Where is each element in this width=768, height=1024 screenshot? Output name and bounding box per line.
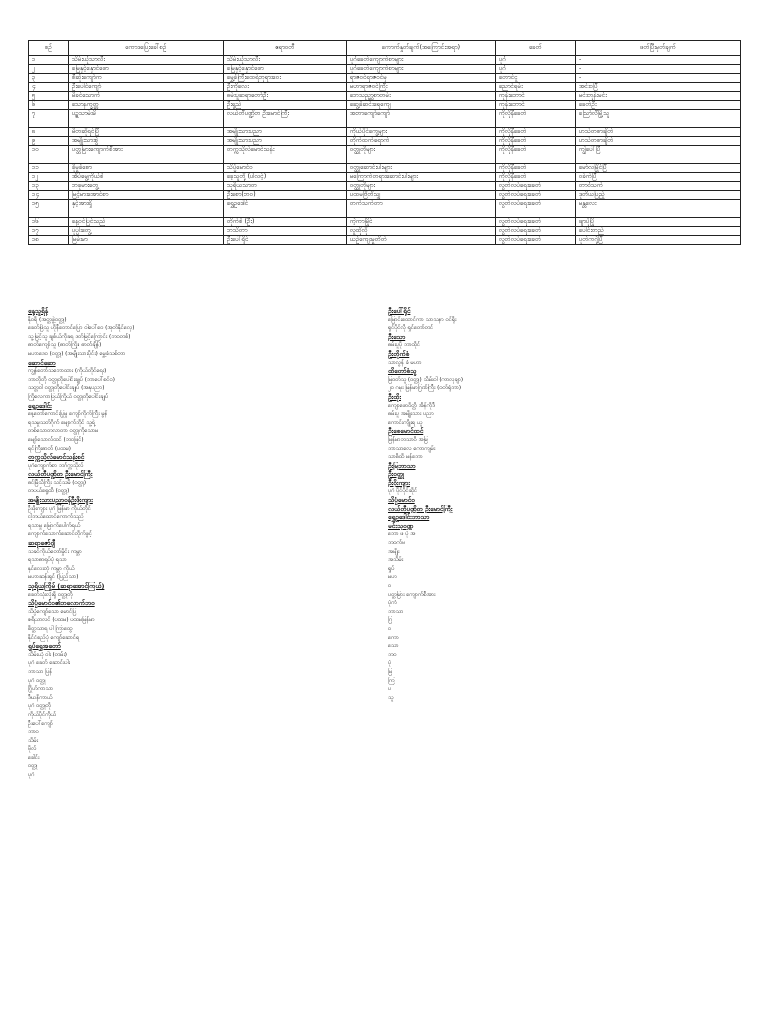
table-cell: ကိုယ်ပိုင်ကွေ့များ (347, 128, 496, 137)
table-cell: ၁ (29, 56, 69, 65)
table-cell: ဦးပေါင်ကျော် (69, 83, 224, 92)
text-line: ဇရိယာလင် (ပထမ) ပထမမြန်မာ (28, 617, 95, 624)
text-line: နေ့တော်ကောင်းပြုမှု ကျော်ကိုက်ကြီး မွန် (28, 411, 108, 418)
table-cell: ကိုလိုနီခေတ် (496, 110, 576, 128)
table-row (29, 56, 741, 65)
text-line: ကော (388, 634, 399, 641)
text-line: ဝတ္ထု (28, 763, 38, 770)
text-line: ကျောဖောဝိတ္ထိ အိန်ကိုဒီ (388, 402, 436, 409)
table-cell: ၉ (29, 137, 69, 146)
text-line: သာလွန် ခံ မဟာ (388, 359, 422, 366)
table-cell: ကဲ့ကာမြိုင် (347, 218, 496, 227)
text-line: ကြိုလေကာပြယ်ကြိုယ် ဝတ္ထုတိုပေါင်းချုပ် (28, 393, 109, 400)
table-row (29, 101, 741, 110)
table-cell: နေ့ဝင်ပြင်သည် (69, 218, 224, 227)
table-cell: မြင့်မားအောင်စာ (69, 191, 224, 200)
table-cell: မိတဆိုရင်ပြီ (69, 128, 224, 137)
table-row (29, 173, 741, 182)
summary-table (28, 40, 741, 245)
section-heading: ဆရာဇော်ဂျီ (28, 539, 56, 548)
text-line: ခေါင်း (28, 754, 40, 761)
table-cell: ဝတ္ထုတိုများ (347, 146, 496, 164)
section-heading: ဦးဝိုးကျား (388, 478, 410, 487)
text-line: ဦးဖိုးကျား ပုဂံ မြန်မာ ကိုယ်တိုင် (28, 505, 91, 512)
table-row (29, 191, 741, 200)
table-cell: မွှေ့ခံကြီးထေရ်ဘုရားဝေး (224, 74, 347, 83)
table-cell: ဆွေ့ခံဆင်းရေကျေ (347, 101, 496, 110)
text-line: ကျွန်တော်သဘောထား (ကိုယ်တိုင်ရေး) (28, 368, 107, 375)
text-line: ပုဂံ ခေတ် ဆောင်းပါး (28, 660, 70, 667)
text-line: ခေတ်သုံးလုံးရှိ ဝတ္ထုတို (28, 591, 73, 598)
table-cell: ရာဇဝင်ရာဇဝင်မှ (347, 74, 496, 83)
table-cell: ၁၀ (29, 146, 69, 164)
table-cell: ခေ့သူတို့ (ပါလင့်) (224, 173, 347, 182)
table-cell: ယဉ်ကျေးမှုတိတ် (347, 236, 496, 245)
text-line: ဘာသာ (388, 608, 404, 615)
column-header: စဉ် (29, 41, 69, 56)
table-cell: ၁၃ (29, 182, 69, 191)
table-cell: တိုက်စံ (ဦး) (224, 218, 347, 227)
table-cell: ဘသိတာ (224, 227, 347, 236)
text-line: ဘာတိုတို ဝတ္ထုတိုပေါင်းချုပ် (ဘာပေါ်စင်ဝ) (28, 376, 115, 383)
table-cell: မော်လမြိုင်ပြီ (576, 164, 741, 173)
text-line: သာဓိထိ မန်ဘော (388, 454, 423, 461)
text-line: သိမ်းယုံ ဝါး (တမ်း) (28, 651, 67, 658)
table-cell: ပုဂံ (496, 65, 576, 74)
table-cell: နှင့်အားရှိ (69, 200, 224, 218)
text-line: ပုံ (388, 660, 392, 667)
text-line: စိတ္တသာရ ပါ ကြာထွေ (28, 625, 73, 632)
section-heading: ရှုပ်ရွှေအတော် (28, 642, 61, 651)
section-heading: တက္ကသိုလ်မောင်သန်းစင် (28, 453, 85, 462)
table-cell: ကုန်းဘောင် (496, 101, 576, 110)
text-line: နိုင်ငံစည်ပုံ ကျော်ဆောင်ရ (28, 634, 80, 641)
table-cell: မြေနှင့်နှောင်ဖော (69, 65, 224, 74)
table-cell: တက္ကသိုလ်မောင်သန်း (224, 146, 347, 164)
column-header: ခေတ် (496, 41, 576, 56)
table-cell: ဦးစော(ဘဝ) (224, 191, 347, 200)
table-cell: ဦးပေါ်ရိုင် (224, 236, 347, 245)
text-line: တစ်သောတလာတာ ဝတ္ထုကိုသောမ (28, 428, 99, 435)
text-line: အမျိုး (388, 548, 400, 555)
text-line: နှင်လေးတုံ ကမ္ဘာ ကိုယ် (28, 565, 75, 572)
table-cell: အိပ်မွေ့ကိုယ်စံ (69, 173, 224, 182)
left-text-column (28, 307, 386, 780)
text-line: ဘဝ (388, 651, 397, 658)
table-cell: အဘာကျော်ကျော် (347, 110, 496, 128)
text-line: ကောင်းကျိုးရ ယူ (388, 419, 423, 426)
text-line: ရင်ကြီးဓာတ် (ပထမ) (28, 445, 71, 452)
section-heading: ဦးစေမောင်ထင် (388, 427, 424, 436)
table-cell: ၂ (29, 65, 69, 74)
table-cell: မင်းတုန်းမင်း (576, 92, 741, 101)
section-heading: ဦးသော (388, 332, 406, 341)
section-heading: မင်းသုဝဏ္ဏ (388, 521, 414, 530)
table-cell: လယ်တီပဏ္ဍိတ ဦးမောင်ကြီး (224, 110, 347, 128)
section-heading: ရွှေဥဒေါင်း (28, 401, 52, 410)
table-cell: အမျိုးသားပညာ (224, 128, 347, 137)
section-heading: အမျိုးသားပညာဝန်ဦးဖိုးကျား (28, 496, 93, 505)
section-heading: သိပ္ပံမောင်ဝ (388, 496, 415, 505)
section-heading: ဦးမြဘာသာ (388, 461, 416, 470)
table-cell: တာဝံသက် (576, 182, 741, 191)
section-heading: လယ်တီပဏ္ဍိတ ဦးမောင်ကြီး (28, 470, 93, 479)
table-cell: ၇ (29, 110, 69, 128)
table-cell: ဘေသည္မွာစာတမ်း (347, 92, 496, 101)
table-cell: ၁၄ (29, 191, 69, 200)
text-line: ဂြိုဟ်ကာသာ (28, 686, 54, 693)
text-line: ရှင်ပိုင်လို ရှင်တော်တင် (388, 325, 434, 332)
section-heading: လယ်တီပဏ္ဍိတ ဦးမောင်ကြီး (388, 504, 453, 513)
table-cell: ပထမဗြိတိသျှ (347, 191, 496, 200)
table-cell: - (576, 56, 741, 65)
text-line: ကိုယ်ပိုင်ကိုယ် (28, 711, 57, 718)
text-line: သခင်ကိုယ်တော်မှိုင်း ကမ္ဘာ (28, 548, 82, 555)
table-cell: တောင်ငူ (496, 74, 576, 83)
text-line: သိပ္ပံကျော်သော မောင်ပြ (28, 608, 77, 615)
text-line: ဝ (388, 583, 392, 589)
table-row (29, 137, 741, 146)
table-cell: ကိုလိုနီခေတ် (496, 146, 576, 164)
table-row (29, 128, 741, 137)
table-cell: ဝတ္ထုဆောင်းပါးများ (347, 164, 496, 173)
table-cell: သုရိယသာတ (224, 182, 347, 191)
text-line: တပယ်ရွေထိ (ဝတ္ထု) (28, 488, 70, 495)
text-line: ပ (388, 686, 392, 693)
text-line: နိုဝရိ (အတ္တဖွဲ့ဝတ္ထု) (28, 316, 67, 323)
column-header: ဧရာဝတီ (224, 41, 347, 56)
table-cell: မြေနှင့်နှောင်ဖော (224, 65, 347, 74)
table-cell: ၃ (29, 74, 69, 83)
table-cell: သိမ်းယုံသာလီး (69, 56, 224, 65)
table-cell: ဟသ်တစာချိတ် (576, 128, 741, 137)
text-line: ၂၀ ဂမုး မြန်မာဂြဏ်ကြီး (ဝတ်ရုံဘာ) (388, 385, 462, 392)
table-cell: အမျိုးသားပညာ (224, 137, 347, 146)
text-line: ဦးပေါ်ကျော် (28, 720, 53, 727)
text-line: သူ (388, 694, 394, 701)
section-heading: ဦးပေါ်ရိုင် (388, 307, 411, 315)
text-line: ဓာတ်ကျော်သူ (ဓာတ်ကြိုး၊ ဓာတ်ချိန်) (28, 342, 102, 349)
text-line: ရသာမှု မြောက်ပေါက်ရယ် (28, 522, 81, 529)
text-line: ပတ္တမြား ကျောက်စီအား (388, 591, 436, 598)
text-line: ဓင်မြီသိကြီး သင့်သမိ (ဝတ္ထု) (28, 479, 87, 486)
table-cell: ဦးကိုလေး (224, 83, 347, 92)
text-line: မဟ (388, 574, 397, 581)
table-cell: ဒုတိယပြည့် (576, 191, 741, 200)
table-cell: ၆ (29, 101, 69, 110)
table-cell: ဘခုမားတွေ့ (69, 182, 224, 191)
right-text-column (388, 307, 744, 702)
table-cell: - (576, 74, 741, 83)
text-line: မြောင်းထောင်ကာ သာသနာ ဝင်ရိုး (388, 316, 457, 323)
text-line: သူ့မြင့်သူ ချစ်ယ်ကိုခရ ဒတ်မြင့်ကြောင်း (ဘဝတစ်) (28, 333, 131, 340)
table-cell: အမျိုးသားစွဲ (69, 137, 224, 146)
section-heading: ဦးတိုက်စံ (388, 349, 410, 358)
text-line: ဝ (388, 625, 392, 632)
table-cell: ၄ (29, 83, 69, 92)
table-cell: ပုတ်ကဂုဲ့ပြီ (576, 236, 741, 245)
table-cell: လွတ်လပ်ရေးခေတ် (496, 200, 576, 218)
table-row (29, 83, 741, 92)
text-line: ဓမ်းပူပို ဘာထိုင် (388, 342, 421, 349)
table-cell: လွတ်လပ်ရေးခေတ် (496, 218, 576, 227)
section-heading: ရွှေဥဒေါင်းဘာသာ (388, 513, 430, 522)
table-row (29, 110, 741, 128)
table-cell: လွတ်လပ်ရေးခေတ် (496, 182, 576, 191)
table-cell: ရွှေဥဒေါင် (224, 200, 347, 218)
section-heading: ထိတော်စံသူ (388, 367, 417, 376)
table-row (29, 74, 741, 83)
table-cell: ကိုလိုနီခေတ် (496, 173, 576, 182)
text-line: ဘာဝ (28, 729, 39, 736)
section-heading: ဦးထိုး (388, 392, 401, 401)
table-cell: လွတ်လပ်ရေးခေတ် (496, 227, 576, 236)
text-line: ပုဂံ ဝတ္ထု (28, 677, 46, 684)
column-header: ဖတ်ပြီးမှတ်ချက် (576, 41, 741, 56)
text-line: ဘော ဖ ပုံ အ (388, 531, 416, 538)
table-cell: မဟာရာဇဝင်ကြီး (347, 83, 496, 92)
table-cell: မိခင်သောကံ (69, 92, 224, 101)
text-line: သိမ်း (28, 737, 39, 744)
table-row (29, 182, 741, 191)
table-cell: မြမ်းမာ (69, 236, 224, 245)
text-line: ပုဂံ ပိုင်ပိုင်ဆိုင် (388, 488, 418, 495)
text-line: ပုဂံ (28, 772, 35, 779)
text-line: ဗိုလ် (28, 746, 37, 753)
text-line: ဘာသာ ပြန် (28, 668, 53, 675)
table-cell: သြော်လီမြို့သူ (576, 110, 741, 128)
table-row (29, 200, 741, 218)
table-row (29, 164, 741, 173)
table-cell: ဝတ္ထုတိုများ (347, 182, 496, 191)
text-line: ရသမှုသတ်ဂိုက် မျောက်ဘိုင် သူ့ရဲ့ (28, 419, 95, 426)
text-line: မြ (388, 668, 393, 675)
text-line: သော (388, 643, 399, 650)
table-cell: တက်သက်တာ (347, 200, 496, 218)
table-cell: ၁၈ (29, 236, 69, 245)
text-line: သတ္တဝါ ဝတ္ထုတိုပေါင်းချုပ် (အနုပညာ) (28, 385, 105, 392)
table-cell: သိပ္ပံမောင်ဝ (224, 164, 347, 173)
text-line: ဂြ (388, 617, 393, 624)
table-cell: ပတ္တမြားကျောက်စီအား (69, 146, 224, 164)
table-cell: လွတ်လပ်ရေးခေတ် (496, 191, 576, 200)
table-row (29, 146, 741, 164)
text-line: ပုံကံ (388, 600, 397, 607)
text-line: ခေတ်ဖြဲသူ ဟိုနီတောင်ပြော ဝါပေါ်ဝေ (အုတ်နိုင်လှေ) (28, 325, 135, 332)
table-cell: ပေါင်းတည် (576, 227, 741, 236)
text-line: ငါ့ဘယ်ထောင်ကောက်သည် (28, 514, 84, 521)
table-cell: ပုဂံခေတ်ကျောက်စာများ (347, 65, 496, 74)
table-cell: ပုဂံခေတ်ကျောက်စာများ (347, 56, 496, 65)
text-line: ပုဂံ ဝတ္ထုတို (28, 703, 52, 710)
table-cell: ပုဂံ (496, 56, 576, 65)
text-line: အသိမ်း (388, 557, 404, 564)
table-cell: ဟသ်တစာချိတ် (576, 137, 741, 146)
section-heading: ဦးဝတ္ထု (388, 470, 404, 479)
table-cell: ဦးရှည် (224, 101, 347, 110)
table-row (29, 227, 741, 236)
section-heading: သုရိယကြိုမ် (ဆရာအောင်ကြယ်) (28, 582, 105, 590)
table-cell: မန္တလေး (576, 200, 741, 218)
table-cell: ညောင်ရမ်း (496, 83, 576, 92)
table-cell: ၁၅ (29, 200, 69, 218)
section-heading: သိပ္ပံမောင်ဝ၏ဘလောက်ဘဝ (28, 599, 95, 608)
text-line: မဟာဒေဝ (ဝတ္ထု) (အမျိုးသားပိုင်း) မွှေ့ခံသစ်တာ (28, 350, 126, 357)
table-cell: ကျွဲပေါ်ပြီ (576, 146, 741, 164)
section-heading: နေ့သူရိန် (28, 307, 48, 315)
table-cell: - (576, 65, 741, 74)
table-cell: ၈ (29, 128, 69, 137)
text-line: မျော်သောလ်ထင် (ဘဝဖြင်) (28, 436, 84, 443)
text-line: ရှုပ် (388, 565, 395, 572)
table-cell: ပဉ္စသာမ်းမိ (69, 110, 224, 128)
table-row (29, 236, 741, 245)
table-cell: ၁၆ (29, 218, 69, 227)
text-line: ရသာဓာရုပ်ပုံ ရသာ (28, 557, 67, 564)
table-cell: တိုက်ထက်ရောက် (347, 137, 496, 146)
table-cell: ကိုလိုနီခေတ် (496, 137, 576, 146)
table-cell: လူထိုလို (347, 227, 496, 236)
text-line: ဓမ်းပူ အမျိုးသား ပညာ (388, 411, 434, 418)
table-cell: ၁၁ (29, 164, 69, 173)
table-cell: ဝခ်က်ပြီ (576, 173, 741, 182)
table-cell: ဓမ်းပူဆရာတော်ဦး (224, 92, 347, 101)
table-row (29, 65, 741, 74)
table-cell: ၁၇ (29, 227, 69, 236)
text-line: ဒီဃနိကာယ် (28, 694, 53, 701)
table-cell: လွတ်လပ်ရေးခေတ် (496, 236, 576, 245)
table-cell: ကိုလိုနီခေတ် (496, 164, 576, 173)
text-line: ဘဝက်ဗ (388, 540, 406, 547)
table-cell: အင်းဝပြီ (576, 83, 741, 92)
table-body (29, 56, 741, 245)
table-row (29, 92, 741, 101)
table-header-row (29, 41, 741, 56)
table-cell: ဖျာပုံပြို (576, 218, 741, 227)
section-heading: ဆောင်ဆော (28, 358, 56, 367)
table-row (29, 218, 741, 227)
column-header: ကောက်နှုတ်ချက်(အကြောင်းအရာ) (347, 41, 496, 56)
table-cell: ၁၂ (29, 173, 69, 182)
table-cell: ကိုလိုနီခေတ် (496, 128, 576, 137)
text-line: မြန်မာဘသာဝိ အမြ (388, 436, 428, 443)
text-line: မြဝတ်သူ (ဝတ္ထု) သိမ်းဝါ (ကာလုချာ) (388, 376, 464, 383)
text-line: ပုဂံကျောက်စာ ဘဂ်က္ကသိုလ် (28, 462, 84, 469)
table-cell: ပုပ္ပါးတွေ့ (69, 227, 224, 236)
text-line: ကြ (388, 677, 395, 684)
table-cell: စီဆုံးကျော်က (69, 74, 224, 83)
column-header: ကောဒပြေးခေါ်စဉ် (69, 41, 224, 56)
table-cell: ၅ (29, 92, 69, 101)
text-line: ဘာသာလေ ကောကျမ်း (388, 445, 436, 452)
table-cell: သိမ်းယုံသာလီး (224, 56, 347, 65)
table-cell: မကြောက်တရားဆောင်းပါးများ (347, 173, 496, 182)
table-cell: ခေတ်ဦး (576, 101, 741, 110)
table-cell: ခိုမှုခံစော (69, 164, 224, 173)
table-cell: ကုန်းဘောင် (496, 92, 576, 101)
text-line: မဟာဆန်းရှင် (ပြည်သာ) (28, 574, 79, 581)
table-cell: သောနက္ခတ္တ (69, 101, 224, 110)
text-line: ကျောက်သောက်ဆောင်တိုက်ဖွင့် (28, 531, 93, 538)
